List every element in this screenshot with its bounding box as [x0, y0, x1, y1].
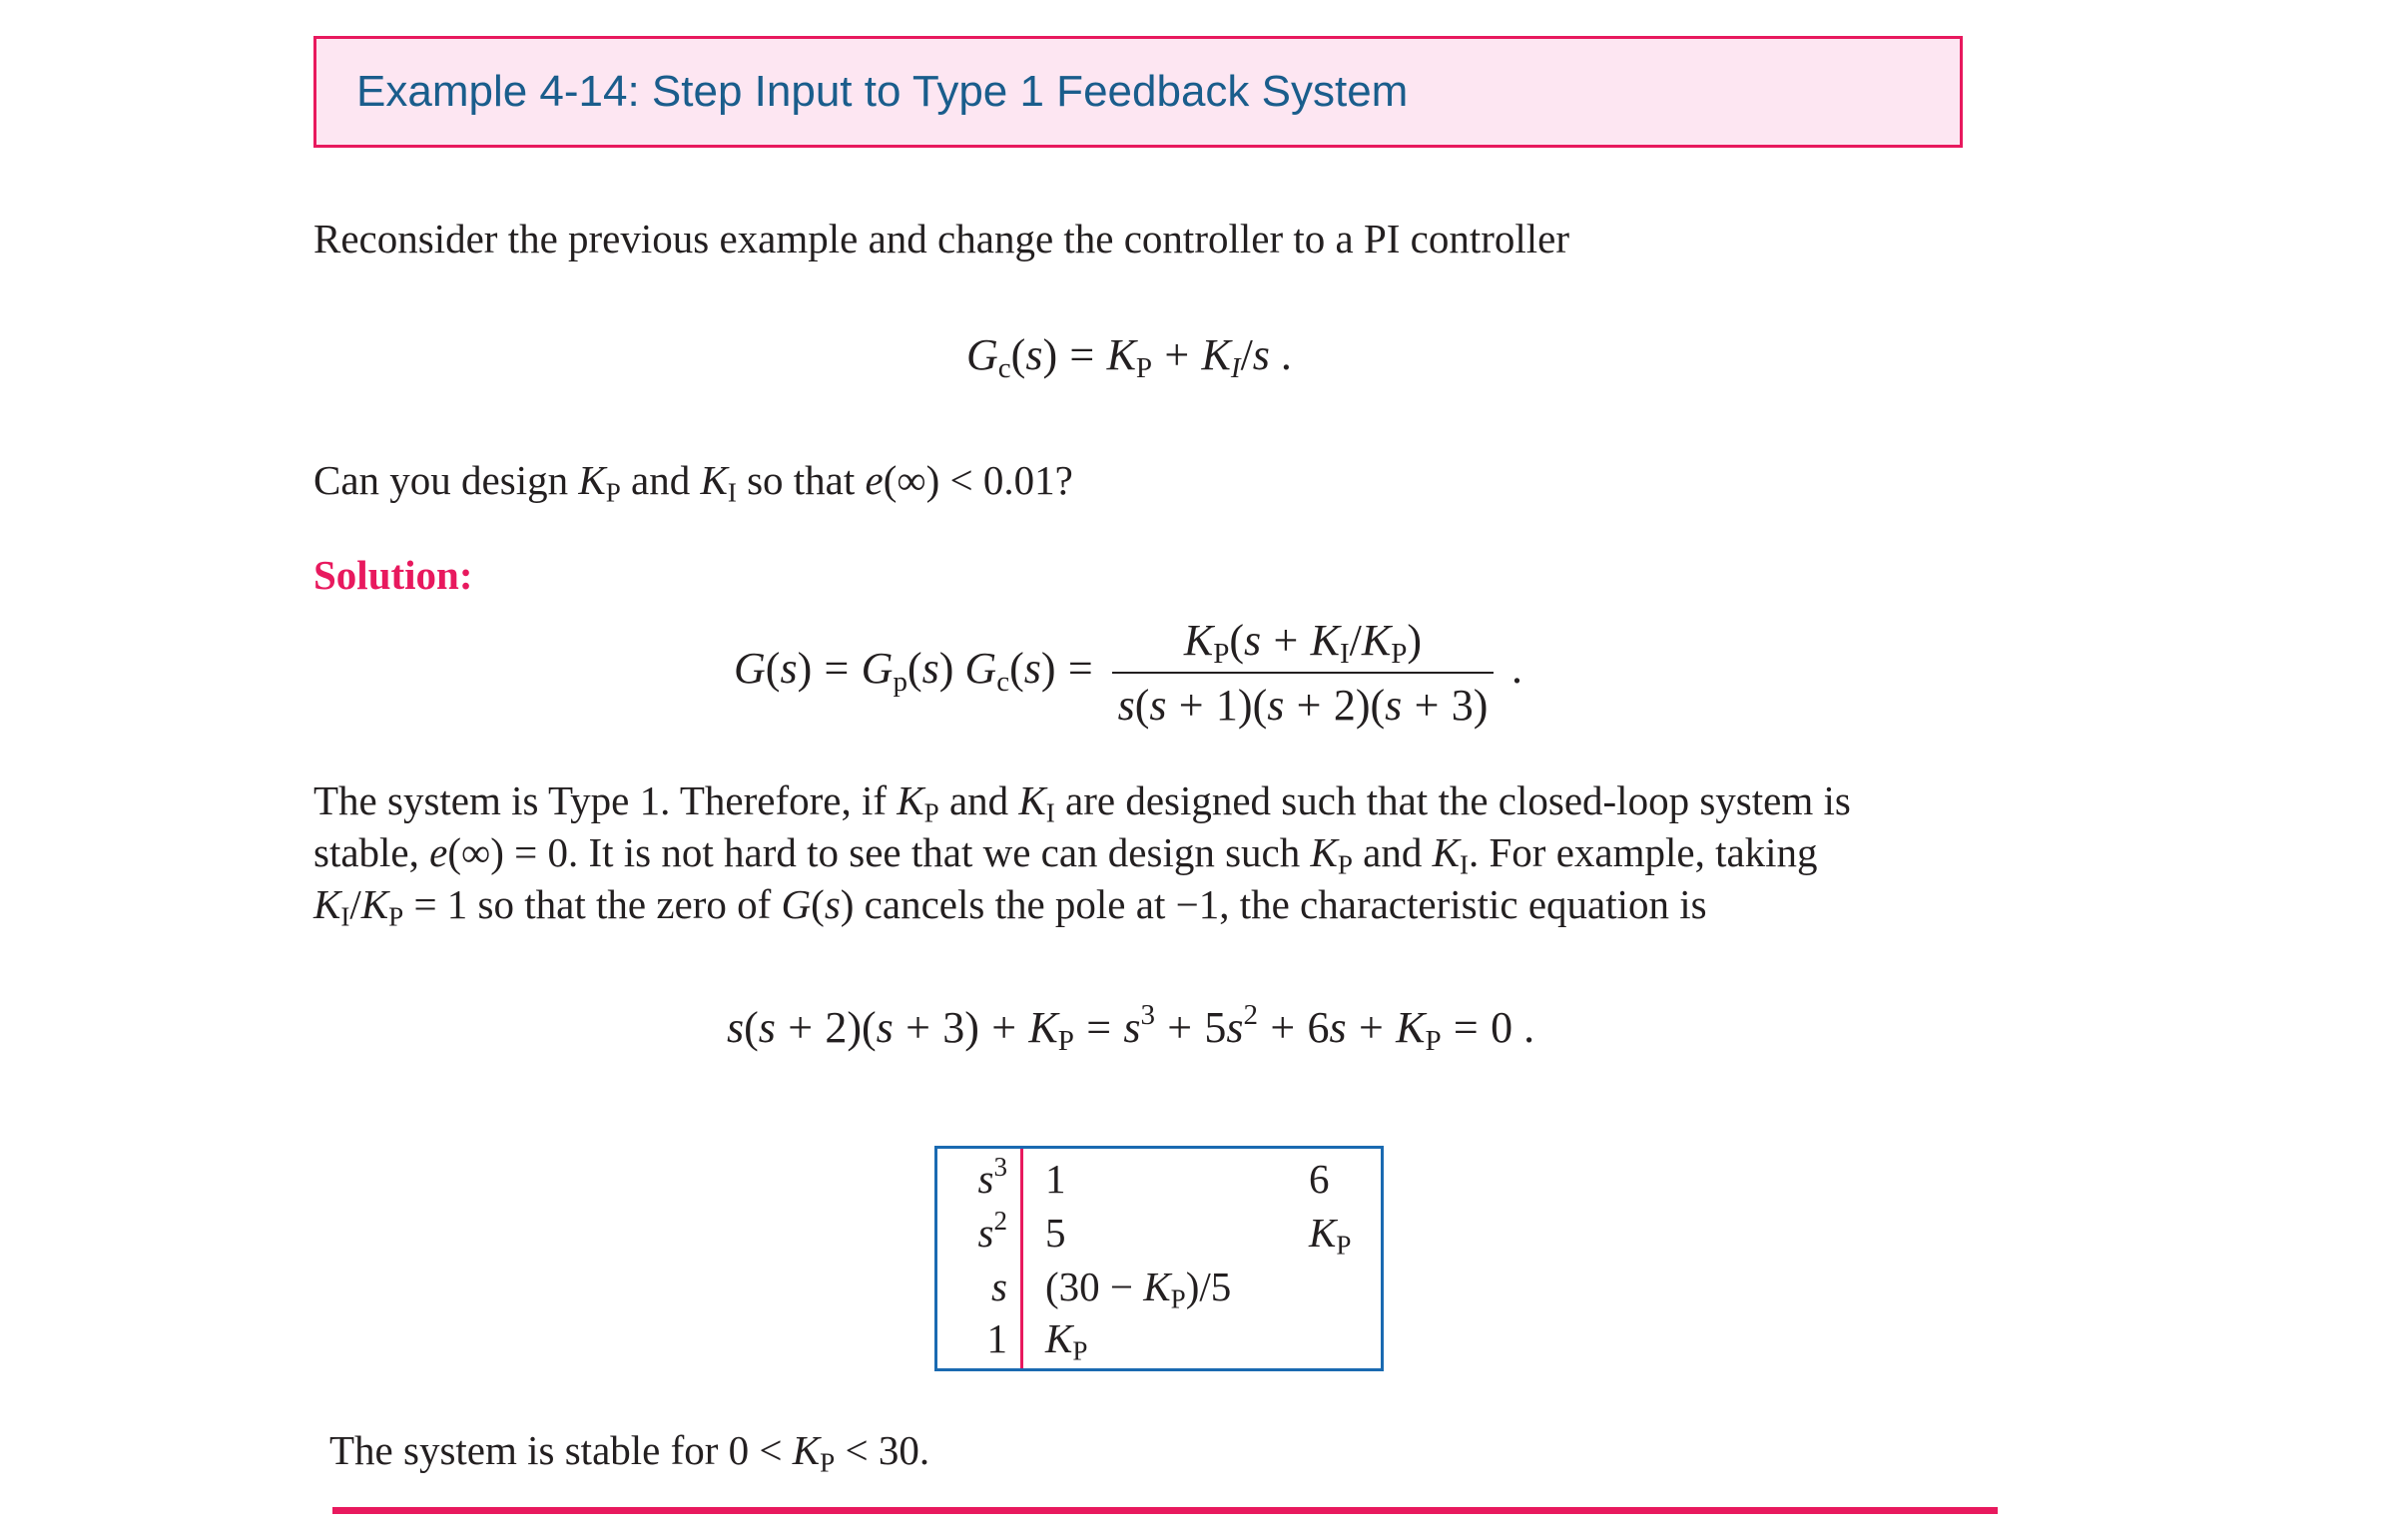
- routh-row: [937, 1206, 1381, 1261]
- routh-cell: $(30 - K_P)/5$: [1045, 1264, 1232, 1314]
- solution-heading: Solution:: [313, 552, 473, 598]
- routh-cell: 6: [1309, 1156, 1330, 1202]
- routh-cell: 5: [1045, 1210, 1066, 1256]
- routh-cell: $K_P$: [1045, 1315, 1088, 1366]
- fraction-denominator: s(s + 1)(s + 2)(s + 3): [1117, 681, 1489, 730]
- routh-row: [937, 1152, 1381, 1207]
- routh-row-label: s: [991, 1264, 1007, 1309]
- body-line-1: The system is Type 1. Therefore, if $K_P$ and $K_I$ are designed such that the closed-loop system is: [313, 777, 1851, 828]
- body-line-3: $K_I/K_P = 1$ so that the zero of G(s) cancels the pole at −1, the characteristic equation is: [313, 881, 1707, 932]
- equation-characteristic: $s(s + 2)(s + 3) + K_P = s^3 + 5s^2 + 6s + K_P = 0$ .: [727, 999, 1535, 1058]
- example-header-box: [313, 36, 1963, 148]
- transfer-fraction: [1112, 615, 1495, 731]
- equation-open-loop: $G(s) = G_p(s) G_c(s)$ = $\frac{K_P(s + K_I/K_P)}{s(s + 1)(s + 2)(s + 3)}$ .: [734, 616, 1522, 730]
- fraction-numerator: $K_P(s + K_I/K_P)$: [1112, 615, 1495, 674]
- routh-row-label: $s^2$: [977, 1206, 1007, 1256]
- bottom-rule: [332, 1507, 1998, 1514]
- routh-row: [937, 1263, 1381, 1314]
- routh-row-label: 1: [986, 1315, 1007, 1361]
- equation-controller: $G_c(s) = K_P + KI/s$ .: [966, 330, 1292, 385]
- routh-cell: 1: [1045, 1156, 1066, 1202]
- routh-row-label: $s^3$: [977, 1152, 1007, 1202]
- routh-cell: $K_P$: [1309, 1210, 1352, 1261]
- example-title: Example 4-14: Step Input to Type 1 Feedback System: [356, 67, 1409, 116]
- routh-table: [934, 1146, 1384, 1371]
- intro-paragraph: Reconsider the previous example and change the controller to a PI controller: [313, 216, 1570, 261]
- question-paragraph: Can you design $K_P$ and $K_I$ so that e(∞) < 0.01?: [313, 457, 1073, 508]
- routh-row: [937, 1314, 1381, 1366]
- body-line-2: stable, e(∞) = 0. It is not hard to see that we can design such $K_P$ and $K_I$. For example, taking: [313, 829, 1818, 880]
- conclusion-line: The system is stable for $0 < K_P < 30$.: [329, 1427, 930, 1478]
